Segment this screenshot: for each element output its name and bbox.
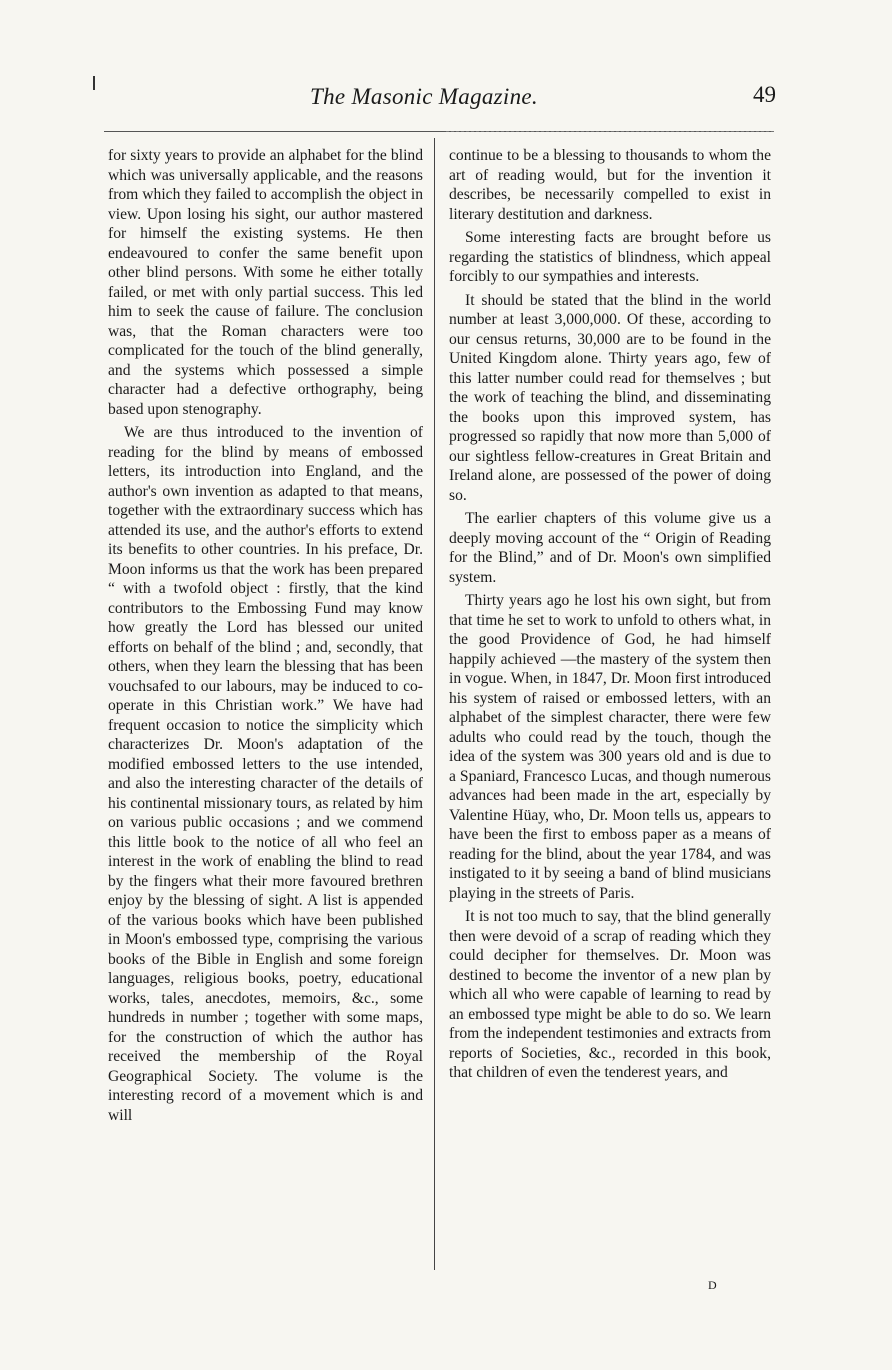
paragraph: The earlier chapters of this volume give us a deeply moving account of the “ Origin of Reading for the Blind,” and of Dr. Moon's own simplified system. bbox=[449, 510, 771, 586]
right-column bbox=[449, 146, 771, 1085]
paragraph: We are thus introduced to the invention of reading for the blind by means of embossed letters, its introduction into England, and the author's own invention as adapted to that means, together with the extraordinary success which has attended its use, and the author's efforts to extend its benefits to other countries. In his preface, Dr. Moon informs us that the work has been prepared “ with a twofold object : firstly, that the kind contributors to the Embossing Fund may know how greatly the Lord has blessed our united efforts on behalf of the blind ; and, secondly, that others, when they learn the blessing that has been vouchsafed to our labours, may be induced to co-operate in this Christian work.” We have had frequent occasion to notice the simplicity which characterizes Dr. Moon's adaptation of the modified embossed letters to the use intended, and also the interesting character of the details of his continental missionary tours, as related by him on various public occasions ; and we commend this little book to the notice of all who feel an interest in the work of enabling the blind to read by the fingers what their more favoured brethren enjoy by the blessing of sight. A list is appended of the various books which have been published in Moon's embossed type, comprising the various books of the Bible in English and some foreign languages, religious books, poetry, educational works, tales, anecdotes, memoirs, &c., some hundreds in number ; together with some maps, for the construction of which the author has received the membership of the Royal Geographical Society. The volume is the interesting record of a movement which is and will bbox=[108, 424, 423, 1124]
column-divider bbox=[434, 138, 435, 1270]
page-number: 49 bbox=[753, 82, 776, 107]
margin-mark bbox=[93, 76, 95, 90]
paragraph: continue to be a blessing to thousands to whom the art of reading would, but for the invention it describes, be necessarily compelled to exist in literary destitution and darkness. bbox=[449, 147, 771, 223]
header-rule-right bbox=[446, 131, 774, 132]
paragraph: Thirty years ago he lost his own sight, but from that time he set to work to unfold to others what, in the good Providence of God, he had himself happily achieved —the mastery of the system then in vogue. When, in 1847, Dr. Moon first introduced his system of raised or embossed letters, with an alphabet of the simplest character, there were few adults who could read by the touch, though the idea of the system was 300 years old and is due to a Spaniard, Francesco Lucas, and though numerous advances had been made in the art, especially by Valentine Hüay, who, Dr. Moon tells us, appears to have been the first to emboss paper as a means of reading for the blind, about the year 1784, and was instigated to it by seeing a band of blind musicians playing in the streets of Paris. bbox=[449, 592, 771, 902]
paragraph: It should be stated that the blind in the world number at least 3,000,000. Of these, according to our census returns, 30,000 are to be found in the United Kingdom alone. Thirty years ago, few of this latter number could read for themselves ; but the work of teaching the blind, and disseminating the books upon this improved system, has progressed so rapidly that now more than 5,000 of our sightless fellow-creatures in Great Britain and Ireland alone, are possessed of the power of doing so. bbox=[449, 291, 771, 504]
paragraph: It is not too much to say, that the blind generally then were devoid of a scrap of reading which they could decipher for themselves. Dr. Moon was destined to become the inventor of a new plan by which all who were capable of learning to read by an embossed type might be able to do so. We learn from the independent testimonies and extracts from reports of Societies, &c., recorded in this book, that children of even the tenderest years, and bbox=[449, 908, 771, 1081]
left-column bbox=[108, 146, 423, 1127]
paragraph: Some interesting facts are brought before us regarding the statistics of blindness, which appeal forcibly to our sympathies and interests. bbox=[449, 229, 771, 285]
paragraph: for sixty years to provide an alphabet for the blind which was universally applicable, and the reasons from which they failed to accomplish the object in view. Upon losing his sight, our author mastered for himself the existing systems. He then endeavoured to confer the same benefit upon other blind persons. With some he either totally failed, or met with only partial success. This led him to seek the cause of failure. The conclusion was, that the Roman characters were too complicated for the touch of the blind generally, and the systems which possessed a simple character had a defective orthography, being based upon stenography. bbox=[108, 147, 423, 418]
signature-mark: D bbox=[708, 1278, 718, 1292]
running-title: The Masonic Magazine. bbox=[310, 84, 538, 109]
page-header bbox=[100, 84, 776, 124]
